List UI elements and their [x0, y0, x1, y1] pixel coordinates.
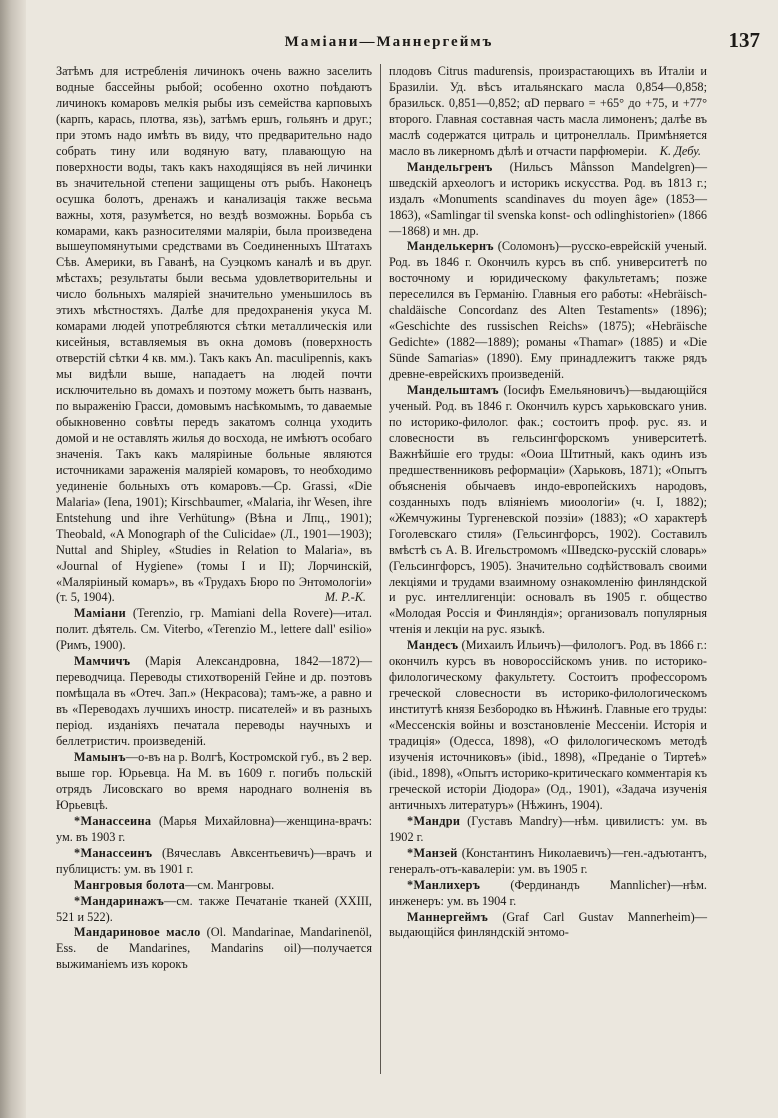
entry-continuation: [56, 64, 372, 606]
entry-headword: *Манлихеръ: [407, 877, 481, 892]
entry-headword: Мамiани: [74, 606, 126, 621]
entry-headword: Мандариновое масло: [74, 925, 201, 940]
entry-text: плодовъ Citrus madurensis, произрастающихъ въ Италіи и Бразиліи. Уд. вѣсъ итальянскаго масла 0,854—0,858; бразильск. 0,851—0,852; αD перваго = +65° до +75, и +77° второго. Главная составная часть масла лимоненъ; далѣе въ маслѣ содержатся цитраль и цитронеллаль. Примѣняется масло въ ликерномъ дѣлѣ и отчасти парфюмеріи.: [389, 64, 707, 158]
entry: [56, 750, 372, 814]
entry: [389, 814, 707, 846]
entry: [389, 160, 707, 240]
page-number: 137: [728, 28, 760, 52]
entry-headword: *Мандаринажъ: [74, 893, 165, 908]
entry-text: (Марія Александровна, 1842—1872)—переводчица. Переводы стихотвореній Гейне и др. поэтовъ помѣщала въ «Отеч. Зап.» (Некрасова); тамъ-же, а равно и въ «Переводахъ лучшихъ иностр. писателей» и въ разныхъ період. изданіяхъ печатала переводы научныхъ и беллетристич. произведеній.: [56, 654, 372, 749]
entry-headword: Маннергеймъ: [407, 909, 489, 924]
entry-list: [389, 160, 707, 942]
entry-text: (Михаилъ Ильичъ)—филологъ. Род. въ 1866 г.: окончилъ курсъ въ новороссійскомъ унив. по историко-филологическому факультету. Состоитъ профессоромъ греческой словесности въ историко-филологическомъ институтѣ князя Безбородко въ Нѣжинѣ. Главные его труды: «Мессенскія войны и возстановленіе Мессеніи. Исторія и традиція» (Одесса, 1898), «О филологическомъ методѣ изученія источниковъ» (ibid., 1898), «Преданіе о Тиртеѣ» (ibid., 1898), «Опытъ историко-критическаго комментарія къ греческой исторіи Діодора» (Од., 1901), «Задача изученія античныхъ литературъ» (Нѣжинъ, 1904).: [389, 638, 707, 812]
entry-text: (Нильсъ Månsson Mandelgren)—шведскій археологъ и историкъ искусства. Род. въ 1813 г.; издалъ «Monuments scandinaves du moyen âge» (1853—1863), «Samlingar til svenska konst- och odlinghistorien» (1866—1868) и мн. др.: [389, 159, 707, 238]
entry-text: (Густавъ Mandry)—нѣм. цивилистъ: ум. въ 1902 г.: [389, 813, 707, 844]
entry-continuation: [389, 64, 707, 160]
entry-headword: Мамынъ: [74, 749, 126, 764]
entry-headword: *Мандри: [407, 813, 461, 828]
running-header: Мамiани—Маннергеймъ: [284, 34, 494, 50]
book-spine-shadow: [0, 0, 26, 1118]
entry: [56, 878, 372, 894]
entry: [389, 638, 707, 813]
entry: [389, 846, 707, 878]
entry-headword: Мандесъ: [407, 638, 459, 653]
left-column: [56, 64, 372, 973]
entry-text: (Константинъ Николаевичъ)—ген.-адъютантъ, генералъ-отъ-кавалеріи: ум. въ 1905 г.: [389, 845, 707, 876]
entry: [56, 846, 372, 878]
entry-text: Затѣмъ для истребленія личинокъ очень важно заселить водные бассейны рыбой; особенно охотно поѣдаютъ личинокъ комаровъ мелкія рыбы изъ семейства карповыхъ (карпъ, карась, плотва, язь), затѣмъ ершъ, гольянъ и друг.; при этомъ надо имѣть въ виду, что предварительно надо собрать тину или водяную вату, плавающую на поверхности воды, такъ какъ находящіяся въ ней личинки въ значительной степени защищены отъ рыбъ. Наконецъ осушка болотъ, дренажъ и канализація также весьма важны, хотя, разумѣется, но вездѣ возможны. Борьба съ комарами, какъ разносителями маляріи, была произведена вышеупомянутыми средствами въ Соединенныхъ Штатахъ Сѣв. Америки, въ Гаванѣ, на Суэцкомъ каналѣ и въ друг. мѣстахъ; результаты были весьма удовлетворительны и число больныхъ маляріей значительно уменьшилось въ этихъ мѣстностяхъ. Далѣе для предохраненія укуса М. комарами людей употребляются сѣтки металлическія или кисейныя, вставляемыя въ окна домовъ (поверхность отверстій сѣтки 4 кв. мм.). Такъ какъ An. maculipennis, какъ мы видѣли выше, нападаетъ на людей почти исключительно въ домахъ и поэтому можетъ быть названъ, по выраженію Грасси, домовымъ насѣкомымъ, то даваемые обыкновенно совѣты передъ закатомъ солнца уходить домой и не оставлять жилья до восхода, не имѣютъ особаго значенія. Такъ какъ маляріиные больные являются источниками зараженія маляріей комаровъ, то необходимо уединеніе больныхъ отъ комаровъ.—Ср. Grassi, «Die Malaria» (Iena, 1901); Kirschbaumer, «Malaria, ihr Wesen, ihre Entstehung und ihre Verhütung» (Вѣна и Лпц., 1901); Theobald, «A Monograph of the Culicidae» (Л., 1901—1903); Nuttal and Shipley, «Studies in Relation to Malaria», въ «Journal of Hygiene» (томы I и II); Лорчинскій, «Маляріиный комаръ», въ «Трудахъ Бюро по Энтомологіи» (т. 5, 1904).: [56, 64, 372, 605]
entry-text: (Іосифъ Емельяновичъ)—выдающійся ученый. Род. въ 1846 г. Окончилъ курсъ харьковскаго унив. по историко-филолог. фак.; состоитъ проф. рус. яз. и словесности въ гельсингфорскомъ университетѣ. Важнѣйшіе его труды: «Ооиа Штитный, какъ одинъ изъ предшественниковъ реформаціи» (Харьковъ, 1871); «Опытъ объясненія обычаевъ индо-европейскихъ народовъ, созданныхъ подъ вліяніемъ миоологіи» (ч. I, 1882); «Жемчужины Тургеневской поэзіи» (1883); «О характерѣ Гоголевскаго стиля» (Гельсингфорсъ, 1902). Составилъ вмѣстѣ съ А. В. Игельстромомъ «Шведско-русскій словарь» (Гельсингфорсъ, 1905). Значительно содѣйствовалъ своими лекціями и трудами взаимному ознакомленію финляндской и рус. интеллигенціи: основалъ въ 1905 г. общество «Молодая Россія и Финляндія»; организовалъ популярныя чтенія и лекціи на рус. языкѣ.: [389, 383, 707, 637]
entry-headword: Мангровыя болота: [74, 877, 186, 892]
entry-text: —см. также Печатаніе тканей (XXIII, 521 и 522).: [56, 893, 372, 924]
entry-list: [56, 606, 372, 973]
entry: [56, 606, 372, 654]
entry-text: —см. Мангровы.: [185, 877, 275, 892]
entry: [56, 894, 372, 926]
entry-headword: *Манассеинъ: [74, 845, 153, 860]
entry: [389, 878, 707, 910]
entry-text: (Вячеславъ Авксентьевичъ)—врачъ и публицистъ: ум. въ 1901 г.: [56, 845, 372, 876]
entry-text: (Марья Михайловна)—женщина-врачъ: ум. въ 1903 г.: [56, 813, 372, 844]
author-signature: К. Дебу.: [659, 143, 701, 158]
entry-headword: Мандельгренъ: [407, 159, 493, 174]
entry: [389, 910, 707, 942]
entry-text: —о-въ на р. Волгѣ, Костромской губ., въ 2 вер. выше гор. Юрьевца. На М. въ 1609 г. погибъ польскій отрядъ Лисовскаго во время народнаго волненія въ Юрьевцѣ.: [56, 749, 372, 812]
entry: [56, 654, 372, 750]
entry: [389, 383, 707, 638]
entry-headword: Мандельштамъ: [407, 383, 499, 398]
entry-text: (Фердинандъ Mannlicher)—нѣм. инженеръ: ум. въ 1904 г.: [389, 877, 707, 908]
entry-headword: Мамчичъ: [74, 654, 131, 669]
entry-headword: *Манзей: [407, 845, 458, 860]
entry-headword: Манделькернъ: [407, 239, 494, 254]
column-divider: [380, 64, 381, 1074]
entry-text: (Terenzio, гр. Mamiani della Rovere)—итал. полит. дѣятель. См. Viterbo, «Terenzio M., lettere dall' esilio» (Римъ, 1900).: [56, 606, 372, 653]
entry-headword: *Манассеина: [74, 813, 152, 828]
entry-text: (Ol. Mandarinae, Mandarinenöl, Ess. de Mandarines, Mandarins oil)—получается выжиманіемъ изъ корокъ: [56, 925, 372, 972]
right-column: [389, 64, 707, 941]
entry-text: (Соломонъ)—русско-еврейскій ученый. Род. въ 1846 г. Окончилъ курсъ въ спб. университетѣ по восточному и юридическому факультетамъ; позже переселился въ Германію. Главныя его работы: «Hebräisch-chaldäische Concordanz des Alten Testaments» (1896); «Geschichte des russischen Reichs» (1875); «Hebräische Gedichte» (1882—1889); романы «Thamar» (1885) и «Die Sünde Samarias» (1890). Ему принадлежитъ также рядъ древне-еврейскихъ произведеній.: [389, 239, 707, 382]
entry: [56, 814, 372, 846]
author-signature: М. Р.-К.: [324, 590, 366, 605]
entry-text: (Graf Carl Gustav Mannerheim)—выдающійся финляндскій энтомо-: [389, 909, 707, 940]
entry: [56, 925, 372, 973]
entry: [389, 239, 707, 383]
